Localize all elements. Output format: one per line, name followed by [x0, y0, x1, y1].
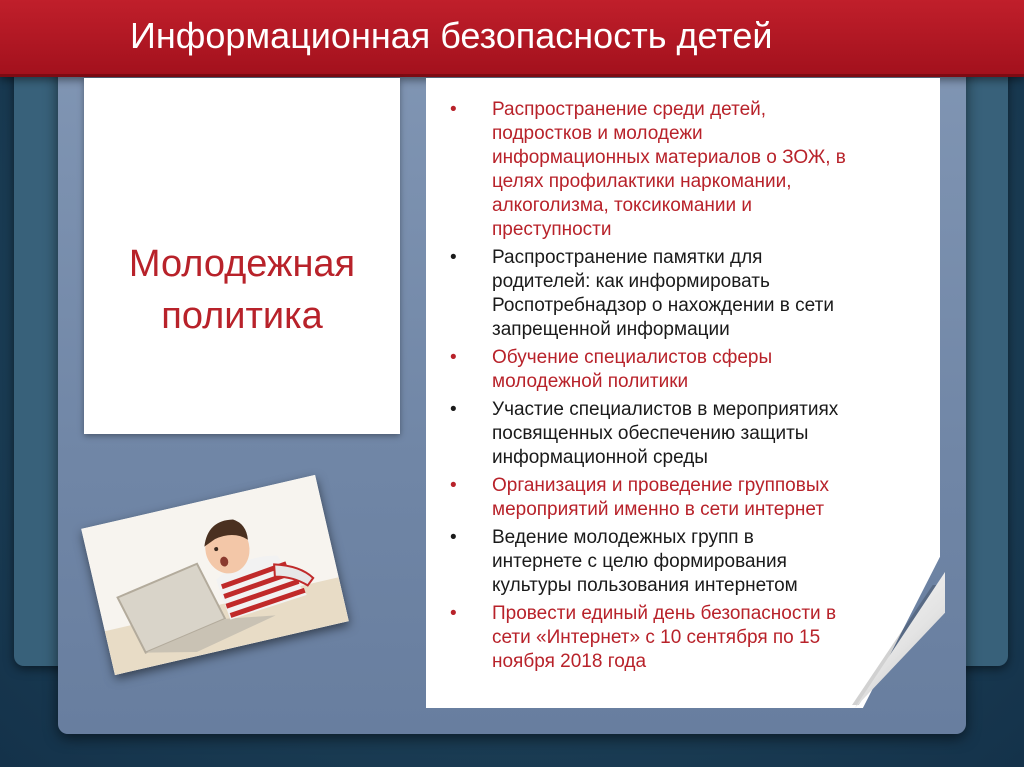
title-bar	[0, 0, 1024, 77]
section-label-card	[84, 78, 400, 434]
bullet-text-line: ноября 2018 года	[492, 651, 647, 672]
bullet-item	[426, 526, 916, 598]
bullet-list	[426, 98, 916, 678]
bullet-item	[426, 602, 916, 674]
section-label	[84, 238, 400, 342]
bullet-text-line: целях профилактики наркомании,	[492, 171, 792, 192]
bullet-text-line: Обучение специалистов сферы	[492, 347, 773, 368]
bullet-text-line: Распространение памятки для	[492, 247, 763, 268]
bullet-dot: •	[450, 603, 457, 624]
bullet-text-line: культуры пользования интернетом	[492, 575, 798, 596]
bullet-dot: •	[450, 247, 457, 268]
bullet-item	[426, 98, 916, 242]
bullet-item	[426, 346, 916, 394]
bullet-text-line: Провести единый день безопасности в	[492, 603, 837, 624]
bullet-dot: •	[450, 527, 457, 548]
bullet-text-line: сети «Интернет» с 10 сентября по 15	[492, 627, 821, 648]
bullet-text-line: информационных материалов о ЗОЖ, в	[492, 147, 846, 168]
bullet-text-line: мероприятий именно в сети интернет	[492, 499, 825, 520]
bullet-text-line: Распространение среди детей,	[492, 99, 767, 120]
bullet-text-line: посвященных обеспечению защиты	[492, 423, 809, 444]
section-label-line: Молодежная	[128, 243, 356, 285]
bullet-dot: •	[450, 475, 457, 496]
bullet-text-line: интернете с целю формирования	[492, 551, 787, 572]
slide-title: Информационная безопасность детей	[130, 15, 773, 56]
bullet-text-line: Роспотребнадзор о нахождении в сети	[492, 295, 834, 316]
bullet-item	[426, 246, 916, 342]
section-label-line: политика	[161, 295, 323, 337]
bullet-text-line: молодежной политики	[492, 371, 689, 392]
bullet-text-line: Организация и проведение групповых	[492, 475, 829, 496]
bullet-dot: •	[450, 347, 457, 368]
bullet-text-line: родителей: как информировать	[492, 271, 770, 292]
bullet-text-line: запрещенной информации	[492, 319, 730, 340]
bullet-text-line: информационной среды	[492, 447, 708, 468]
bullet-item	[426, 474, 916, 522]
bullet-text-line: Участие специалистов в мероприятиях	[492, 399, 839, 420]
bullet-item	[426, 398, 916, 470]
bullet-text-line: преступности	[492, 219, 612, 240]
bullet-text-line: подростков и молодежи	[492, 123, 703, 144]
bullet-dot: •	[450, 99, 457, 120]
bullet-text-line: Ведение молодежных групп в	[492, 527, 754, 548]
bullet-dot: •	[450, 399, 457, 420]
bullet-text-line: алкоголизма, токсикомании и	[492, 195, 753, 216]
